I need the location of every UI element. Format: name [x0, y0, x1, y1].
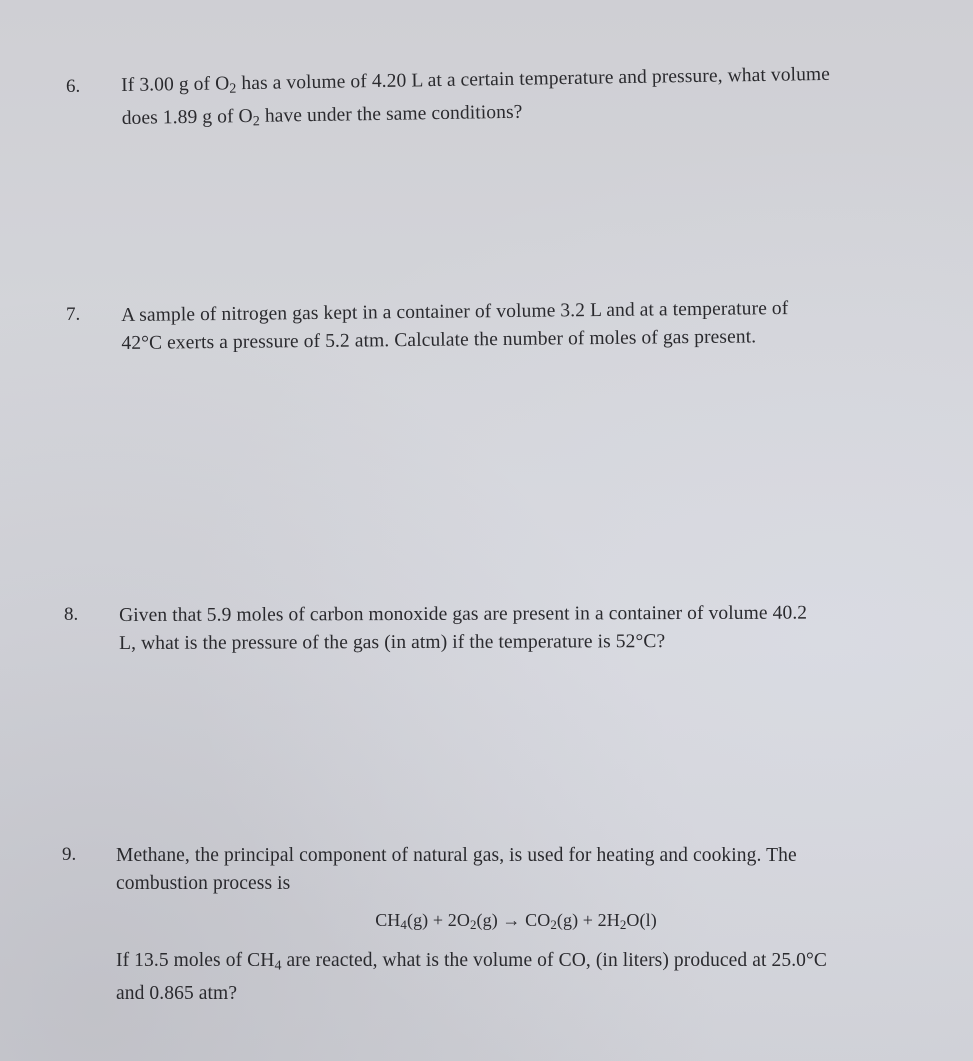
question-text: [121, 59, 922, 137]
question-line: combustion process is: [116, 873, 291, 894]
text-segment: (g) → CO: [476, 910, 551, 930]
question-line: [116, 947, 916, 980]
chemical-equation: [116, 906, 916, 939]
question-number: 8.: [64, 604, 79, 625]
subscript: 2: [252, 112, 261, 129]
text-segment: does 1.89 g of O: [121, 105, 253, 129]
text-segment: If 3.00 g of O: [121, 73, 230, 96]
question-number: 9.: [62, 844, 77, 865]
subscript: 2: [619, 917, 627, 933]
text-segment: CH: [375, 910, 401, 930]
text-segment: has a volume of 4.20 L at a certain temperature and pressure, what volume: [236, 63, 831, 95]
text-segment: (g) + 2H: [556, 910, 620, 930]
question-line: Given that 5.9 moles of carbon monoxide gas are present in a container of volume 40.2: [119, 602, 808, 626]
text-segment: If 13.5 moles of CH: [116, 950, 275, 972]
question-line: A sample of nitrogen gas kept in a container of volume 3.2 L and at a temperature of: [121, 298, 789, 326]
text-segment: have under the same conditions?: [259, 101, 523, 127]
question-text: [116, 842, 916, 1008]
question-line: Methane, the principal component of natural gas, is used for heating and cooking. The: [116, 845, 797, 866]
question-text: [121, 294, 912, 358]
question-line: and 0.865 atm?: [116, 982, 238, 1004]
text-segment: O(l): [626, 910, 657, 930]
question-number: 7.: [66, 304, 81, 325]
subscript: 2: [229, 80, 237, 97]
question-line: 42°C exerts a pressure of 5.2 atm. Calculate the number of moles of gas present.: [121, 326, 757, 354]
text-segment: are reacted, what is the volume of CO, (in liters) produced at 25.0°C: [281, 950, 828, 972]
question-text: [119, 599, 909, 658]
subscript: 4: [274, 957, 282, 974]
question-line: L, what is the pressure of the gas (in atm) if the temperature is 52°C?: [119, 631, 666, 654]
subscript: 4: [400, 917, 407, 933]
question-number: 6.: [66, 76, 81, 97]
subscript: 2: [550, 917, 557, 933]
text-segment: (g) + 2O: [406, 910, 470, 930]
subscript: 2: [469, 917, 477, 933]
